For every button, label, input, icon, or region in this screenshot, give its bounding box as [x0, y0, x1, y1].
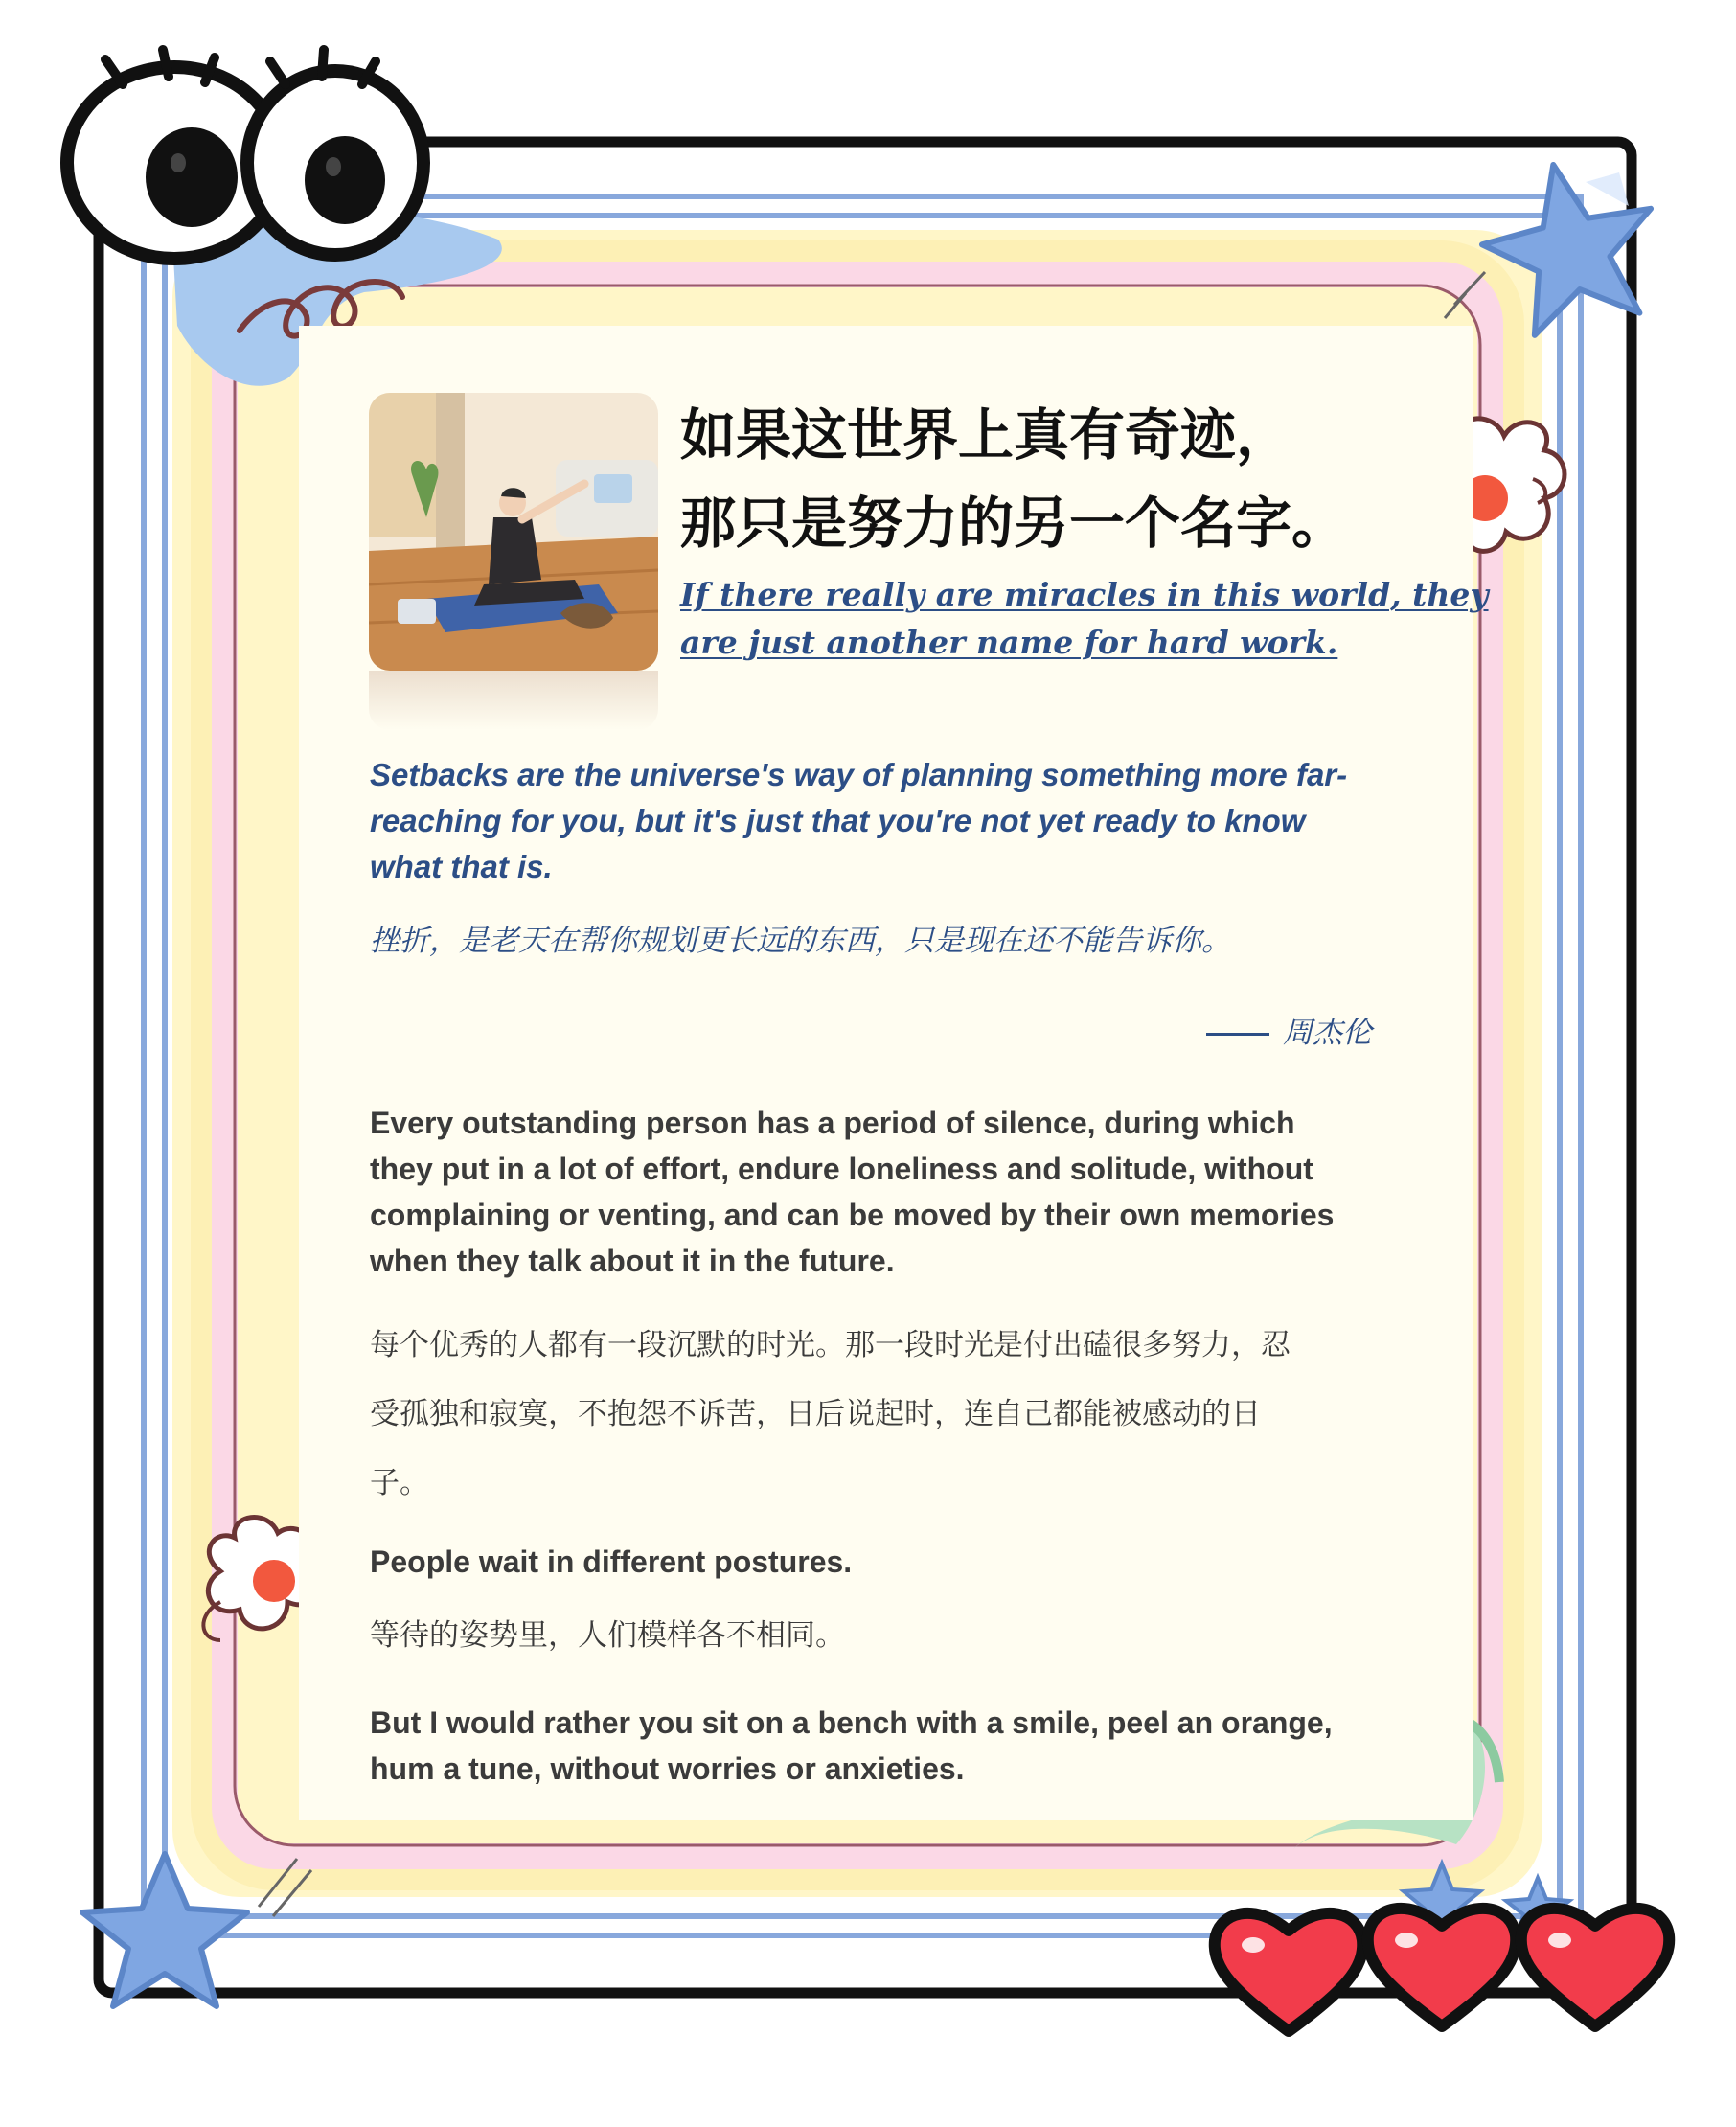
quote-chinese: 挫折，是老天在帮你规划更长远的东西，只是现在还不能告诉你。: [370, 924, 1231, 958]
doodle-flower-icon: [1461, 419, 1565, 552]
english-title-line: If there really are miracles in this world, they: [680, 576, 1489, 613]
quote-line: Setbacks are the universe's way of planning something more far-: [370, 757, 1348, 792]
quote-author: [1206, 1012, 1372, 1054]
chinese-title: [680, 391, 1408, 567]
paragraph-chinese: [370, 1311, 1414, 1518]
paragraph-chinese: [370, 1614, 1414, 1657]
yoga-illustration: [369, 393, 658, 671]
paragraph-english: [370, 1100, 1414, 1284]
author-dash: [1206, 1033, 1269, 1036]
paragraph-line: 受孤独和寂寞，不抱怨不诉苦，日后说起时，连自己都能被感动的日: [370, 1397, 1261, 1431]
paragraph-line: 每个优秀的人都有一段沉默的时光。那一段时光是付出磕很多努力，忍: [370, 1328, 1291, 1362]
quote-english: [370, 752, 1405, 890]
paragraph-line: People wait in different postures.: [370, 1544, 853, 1579]
paragraph-line: 子。: [370, 1466, 429, 1500]
red-heart-icon: [1215, 1909, 1669, 2031]
cartoon-eyes-icon: [67, 50, 423, 259]
author-name: 周杰伦: [1283, 1016, 1372, 1050]
paragraph-line: when they talk about it in the future.: [370, 1244, 895, 1278]
quote-line: reaching for you, but it's just that you're not yet ready to know: [370, 803, 1306, 838]
paragraph-line: complaining or venting, and can be moved by their own memories: [370, 1198, 1335, 1232]
chinese-title-line: 如果这世界上真有奇迹，: [680, 402, 1292, 468]
paragraph-line: Every outstanding person has a period of silence, during which: [370, 1106, 1295, 1140]
paragraph-line: 等待的姿势里，人们模样各不相同。: [370, 1618, 845, 1653]
paragraph-english: [370, 1700, 1414, 1792]
illustration-reflection: [369, 671, 658, 730]
quote-line: what that is.: [370, 849, 553, 884]
paragraph-english: [370, 1539, 1414, 1585]
paragraph-line: hum a tune, without worries or anxieties.: [370, 1751, 965, 1786]
english-title-line: are just another name for hard work.: [680, 624, 1338, 661]
english-title: [680, 571, 1489, 667]
paragraph-line: they put in a lot of effort, endure loneliness and solitude, without: [370, 1152, 1313, 1186]
paragraph-line: But I would rather you sit on a bench with a smile, peel an orange,: [370, 1705, 1333, 1740]
chinese-title-line: 那只是努力的另一个名字。: [680, 491, 1348, 556]
